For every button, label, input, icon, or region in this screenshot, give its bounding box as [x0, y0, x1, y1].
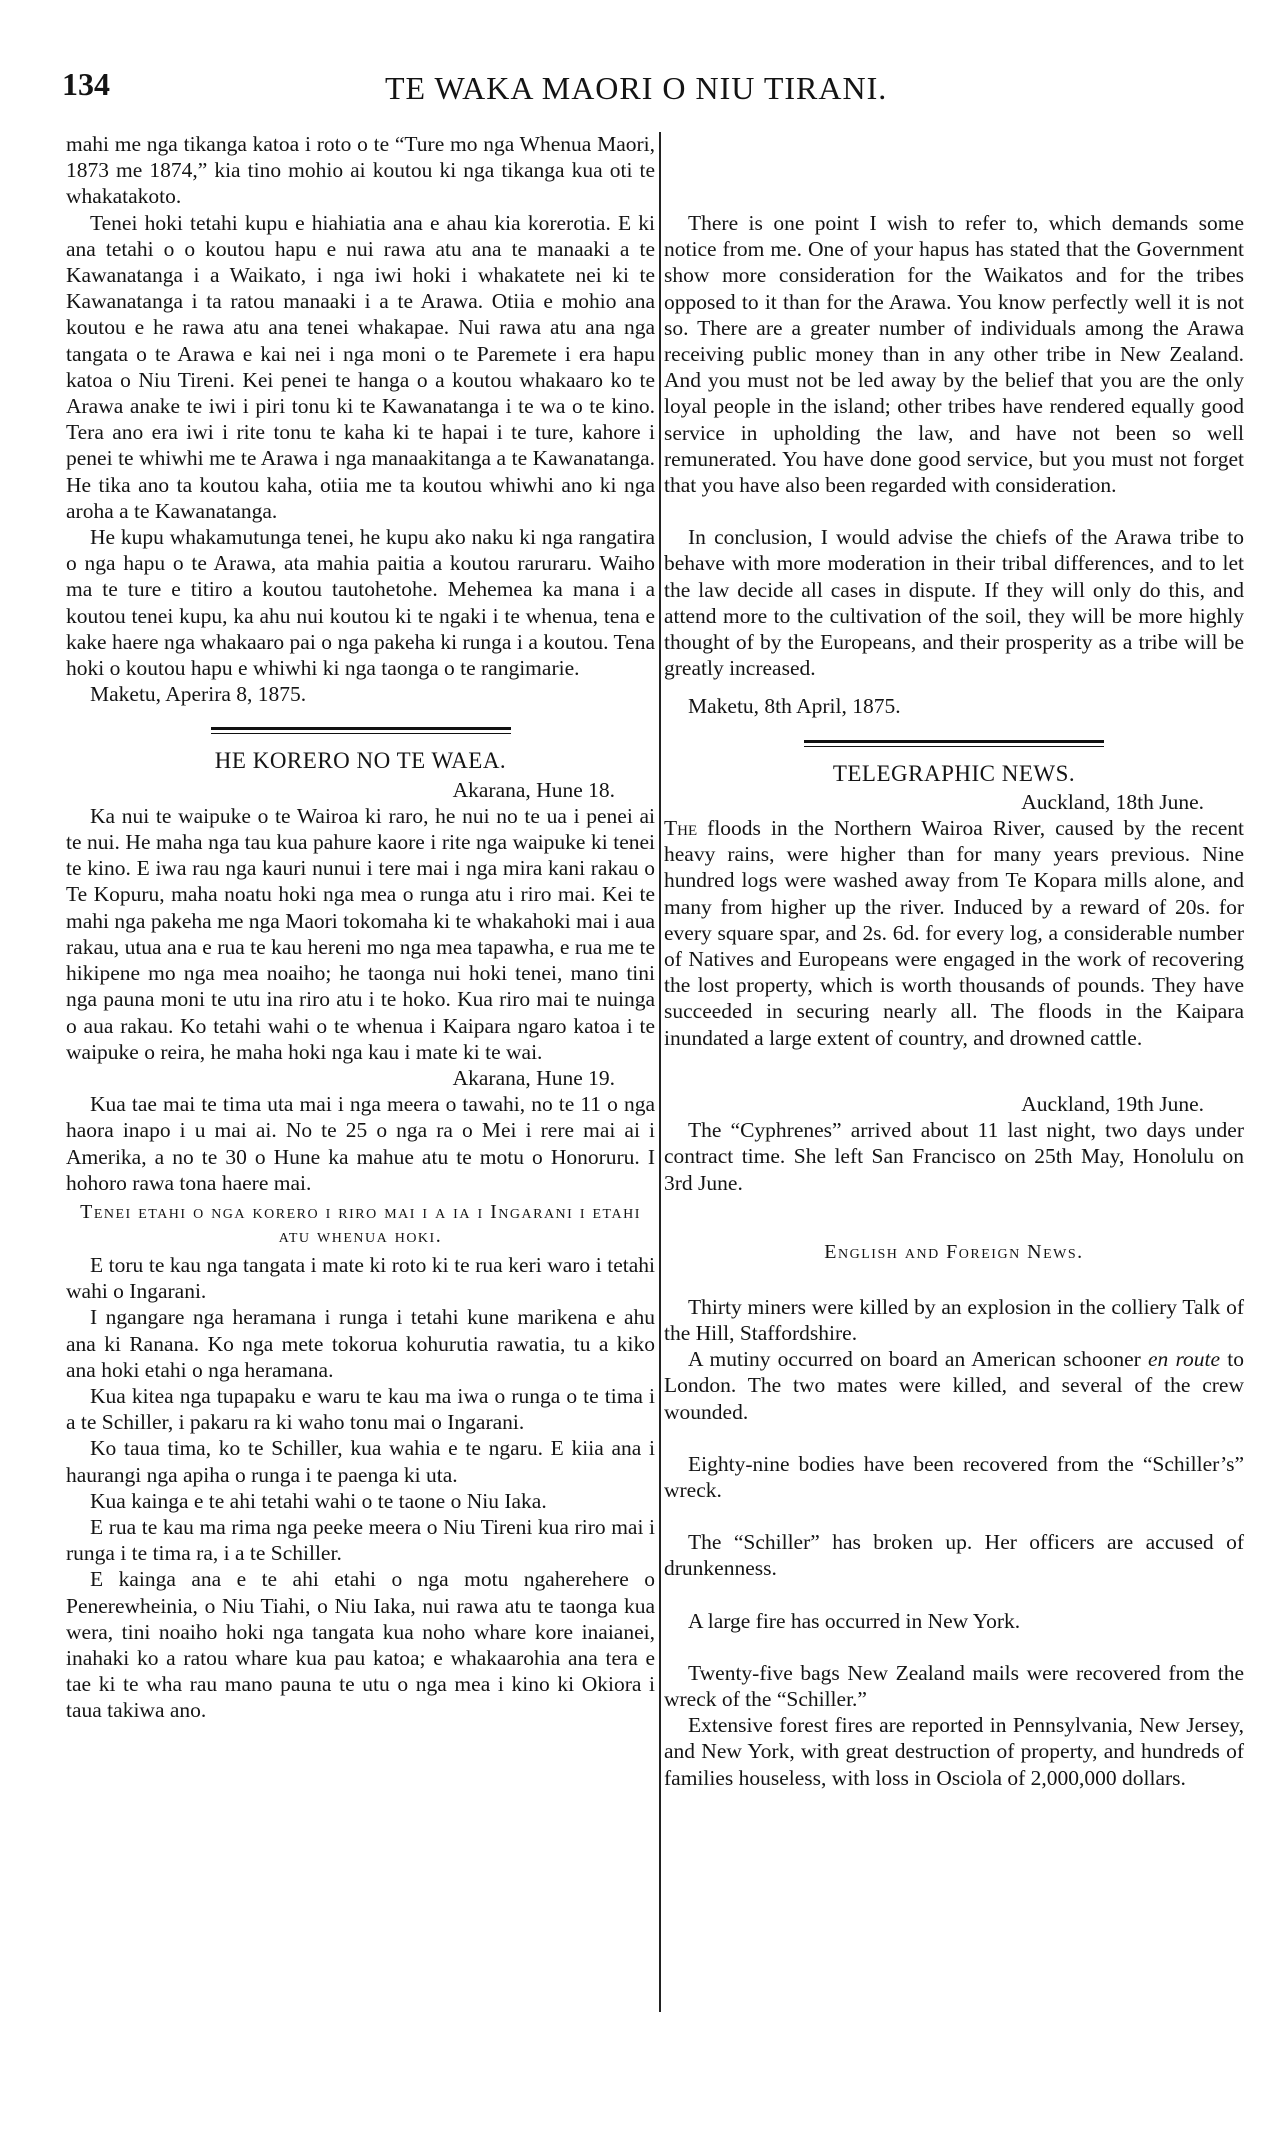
dateline: Auckland, 18th June. [1021, 789, 1204, 814]
news-item: Kua kainga e te ahi tetahi wahi o te taone o Niu Iaka. [90, 1488, 547, 1513]
paragraph: Kua tae mai te tima uta mai i nga meera o tawahi, no te 11 o nga haora inapo i u mai ai. No te 25 o nga ra o Mei i rere mai ai i Amerika, a no te 30 o Hune ka mahue atu te motu o Honoruru. I hohoro rawa tona haere mai. [66, 1092, 655, 1195]
paragraph: He kupu whakamutunga tenei, he kupu ako naku ki nga rangatira o nga hapu o te Arawa, ata mahia paitia a koutou raruraru. Waiho ma te ture e titiro a koutou tautohetohe. Mehemea ka mana i a koutou tenei kupu, ka ahu nui koutou ki te ngaki i te whenua, tena e kake haere nga whakaaro pai o nga pakeha ki runga i a koutou. Tena hoki o koutou hapu e whiwhi ki nga taonga o te rangimarie. [66, 525, 655, 681]
paragraph: Ka nui te waipuke o te Wairoa ki raro, he nui no te ua i penei ai te nui. He maha nga tau kua pahure kaore i rite nga waipuke ki tenei te kino. E iwa rau nga kauri nunui i tere mai i nga mira kani rakau o Te Kopuru, maha noatu hoki nga mea o runga atu i riro mai. Kei te mahi nga pakeha me nga Maori tokomaha ki te whakahoki mai i aua rakau, utua ana e rua te kau hereni mo nga mea tapawha, e rua me te hikipene mo nga mea noaiho; he taonga nui hoki tenei, mano tini nga pauna moni te utu ina riro atu i te hoko. Kua riro mai te nuinga o aua rakau. Ko tetahi wahi o te whenua i Kaipara ngaro katoa i te waipuke o reira, he maha hoki nga kau i mate ki te wai. [66, 803, 655, 1064]
news-item: Ko taua tima, ko te Schiller, kua wahia e te ngaru. E kiia ana i haurangi nga apiha o runga i te paenga ki uta. [66, 1436, 655, 1487]
column-divider [659, 132, 661, 2012]
signoff: Maketu, Aperira 8, 1875. [90, 682, 307, 707]
news-item: The “Schiller” has broken up. Her officers are accused of drunkenness. [664, 1530, 1244, 1581]
subheading: Tenei etahi o nga korero i riro mai i a ia i Ingarani i etahi atu whenua hoki. [80, 1200, 641, 1247]
double-rule [211, 727, 511, 734]
paragraph: There is one point I wish to refer to, which demands some notice from me. One of your hapus has stated that the Government show more consideration for the Waikatos and for the tribes opposed to it than for the Arawa. You know perfectly well it is not so. There are a greater number of individuals among the Arawa receiving public money than in any other tribe in New Zealand. And you must not be led away by the belief that you are the only loyal people in the island; other tribes have rendered equally good service in upholding the law, and have not been so well remunerated. You have done good service, but you must not forget that you have also been regarded with consideration. [664, 211, 1244, 498]
news-item: Twenty-five bags New Zealand mails were recovered from the wreck of the “Schiller.” [664, 1660, 1244, 1711]
news-item: E toru te kau nga tangata i mate ki roto ki te rua keri waro i tetahi wahi o Ingarani. [66, 1252, 655, 1304]
paragraph: The floods in the Northern Wairoa River, caused by the recent heavy rains, were higher than for many years previous. Nine hundred logs were washed away from Te Kopara mills alone, and many from higher up the river. Induced by a reward of 20s. for every square spar, and 2s. 6d. for every log, a considerable number of Natives and Europeans were engaged in the work of recovering the lost property, which is worth thousands of pounds. They have succeeded in securing nearly all. The floods in the Kaipara inundated a large extent of country, and drowned cattle. [664, 816, 1244, 1050]
news-item: E kainga ana e te ahi etahi o nga motu ngaherehere o Penerewheinia, o Niu Tiahi, o Niu Iaka, nui rawa atu te taonga kua wera, tini noaiho hoki nga tangata kua noho whare kore inaianei, inahaki ko a ratou whare kua pau katoa; e whakaarohia ana tera e tae ki te wha rau mano pauna te utu o nga mea i kino ki Okiora i taua takiwa ano. [66, 1567, 655, 1723]
subheading: English and Foreign News. [824, 1240, 1084, 1263]
double-rule [804, 740, 1104, 747]
lead-word: The [664, 816, 698, 841]
right-column [664, 210, 1244, 1791]
page-title: TE WAKA MAORI O NIU TIRANI. [385, 70, 888, 106]
news-item: Extensive forest fires are reported in Pennsylvania, New Jersey, and New York, with great destruction of property, and hundreds of families houseless, with loss in Osciola of 2,000,000 dollars. [664, 1713, 1244, 1790]
paragraph: mahi me nga tikanga katoa i roto o te “Ture mo nga Whenua Maori, 1873 me 1874,” kia tino mohio ai koutou ki nga tikanga kua oti te whakatakoto. [66, 132, 655, 209]
news-item: E rua te kau ma rima nga peeke meera o Niu Tireni kua riro mai i runga i te tima ra, i a te Schiller. [66, 1514, 655, 1566]
dateline: Akarana, Hune 19. [452, 1065, 615, 1090]
news-item: A mutiny occurred on board an American schooner en route to London. The two mates were killed, and several of the crew wounded. [664, 1347, 1244, 1424]
signoff: Maketu, 8th April, 1875. [688, 694, 901, 719]
dateline: Akarana, Hune 18. [452, 777, 615, 802]
paragraph: In conclusion, I would advise the chiefs of the Arawa tribe to behave with more moderation in their tribal differences, and to let the law decide all cases in dispute. If they will only do this, and attend more to the cultivation of the soil, they will be more highly thought of by the Europeans, and their prosperity as a tribe will be greatly increased. [664, 525, 1244, 681]
news-item: I ngangare nga heramana i runga i tetahi kune marikena e ahu ana ki Ranana. Ko nga mete tokorua kohurutia rawatia, tu a kiko ana hoki etahi o nga heramana. [66, 1305, 655, 1382]
paragraph: Tenei hoki tetahi kupu e hiahiatia ana e ahau kia korerotia. E ki ana tetahi o o koutou hapu e nui rawa atu ana te manaaki a te Kawanatanga i a Waikato, i nga iwi hoki i whakatete nei ki te Kawanatanga i ta ratou manaaki i a te Arawa. Otiia e mohio ana koutou e he rawa atu ana tenei whakapae. Nui rawa atu ana nga tangata o te Arawa e kai nei i nga moni o te Paremete i era hapu katoa o Niu Tireni. Kei penei te hanga o a koutou whakaaro ko te Arawa anake te iwi i piri tonu ki te Kawanatanga i te wa o te kino. Tera ano era iwi i rite tonu te kaha ki te hapai i te ture, kahore i penei te whiwhi me te Arawa i nga manaakitanga a te Kawanatanga. He tika ano ta koutou kaha, otiia me ta koutou whiwhi ano ki nga aroha a te Kawanatanga. [66, 210, 655, 523]
left-column [66, 131, 655, 1724]
page-number: 134 [62, 66, 110, 102]
section-title: TELEGRAPHIC NEWS. [832, 760, 1076, 786]
news-item: Thirty miners were killed by an explosion in the colliery Talk of the Hill, Staffordshire. [664, 1294, 1244, 1345]
dateline: Auckland, 19th June. [1021, 1091, 1204, 1116]
paragraph: The “Cyphrenes” arrived about 11 last night, two days under contract time. She left San Francisco on 25th May, Honolulu on 3rd June. [664, 1118, 1244, 1195]
news-item: A large fire has occurred in New York. [688, 1608, 1021, 1633]
news-item: Kua kitea nga tupapaku e waru te kau ma iwa o runga o te tima i a te Schiller, i pakaru ra ki waho tonu mai o Ingarani. [66, 1383, 655, 1435]
section-title: HE KORERO NO TE WAEA. [214, 748, 507, 774]
news-item: Eighty-nine bodies have been recovered from the “Schiller’s” wreck. [664, 1451, 1244, 1502]
